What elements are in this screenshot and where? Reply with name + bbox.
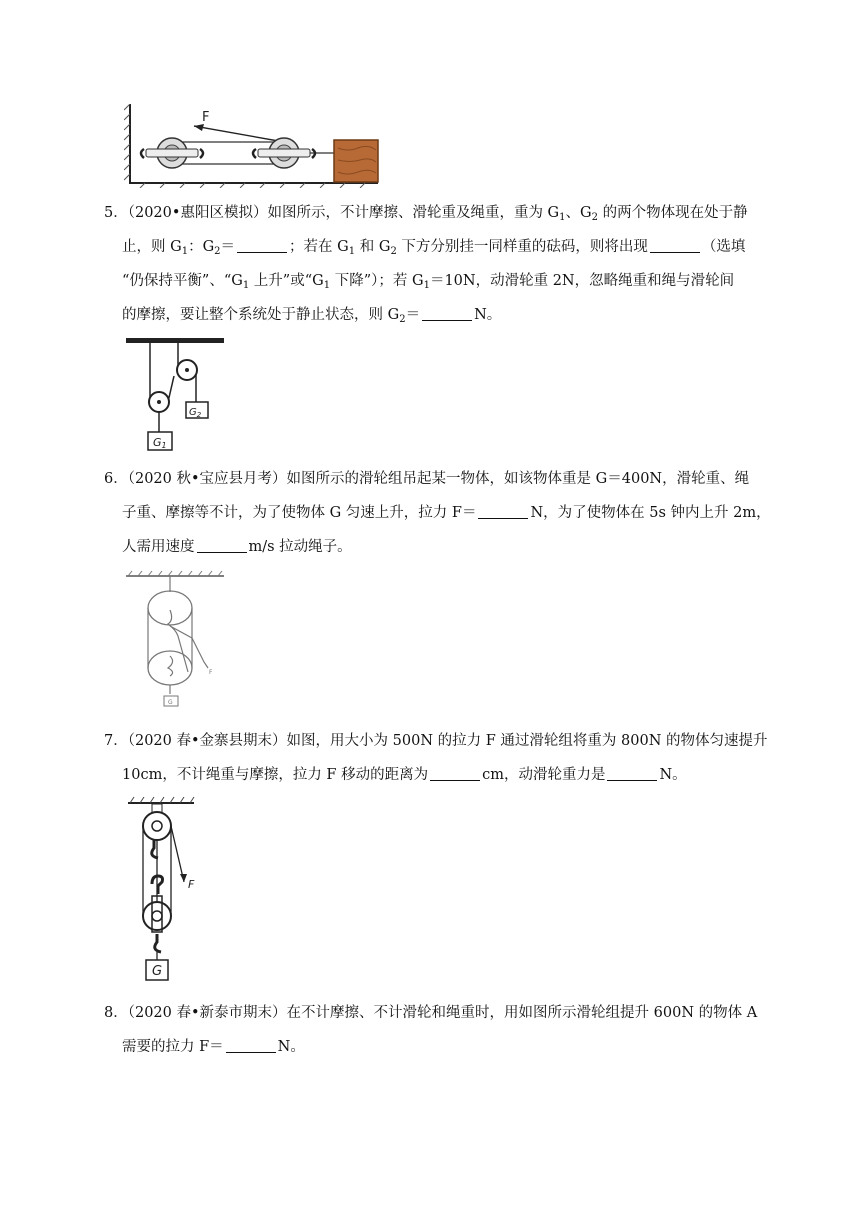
question-number: 5． [104, 205, 128, 221]
question-6: 6．（2020 秋•宝应县月考）如图所示的滑轮组吊起某一物体，如该物体重是 G＝400N，滑轮重、绳 子重、摩擦等不计，为了使物体 G 匀速上升，拉力 F＝ N，为了使物体在 5s 钟内上升 2m， 人需用速度 m/s 拉动绳子。 [104, 471, 771, 555]
answer-blank[interactable] [607, 779, 657, 781]
q5-pulley-figure [124, 336, 228, 458]
question-number: 7． [104, 733, 128, 749]
answer-blank[interactable] [478, 517, 528, 519]
question-7: 7．（2020 春•金寨县期末）如图，用大小为 500N 的拉力 F 通过滑轮组将重为 800N 的物体匀速提升 10cm，不计绳重与摩擦，拉力 F 移动的距离为 cm，动滑轮重力是 N。 [104, 733, 768, 783]
svg-text:F: F [209, 669, 213, 676]
question-8: 8．（2020 春•新泰市期末）在不计摩擦、不计滑轮和绳重时，用如图所示滑轮组提升 600N 的物体 A 需要的拉力 F＝ N。 [104, 1005, 758, 1055]
answer-blank[interactable] [430, 779, 480, 781]
answer-blank[interactable] [422, 319, 472, 321]
top-force-label: F [202, 110, 210, 125]
question-number: 6． [104, 471, 128, 487]
svg-text:G2: $G_2$ [189, 407, 202, 419]
answer-blank[interactable] [650, 251, 700, 253]
answer-blank[interactable] [197, 551, 247, 553]
question-number: 8． [104, 1005, 128, 1021]
svg-text:G: G [168, 699, 173, 706]
q7-pulley-figure [124, 796, 206, 986]
answer-blank[interactable] [237, 251, 287, 253]
question-5: 5．（2020•惠阳区模拟）如图所示，不计摩擦、滑轮重及绳重，重为 $G_1$、$G_2$ 的两个物体现在处于静 止，则 $G_1$：$G_2=$ ；若在 $G_1$ 和 $G_2$ 下方分别挂一同样重的砝码，则将出现 （选填 “仍保持平衡”、“$G_1$ 上升”或“$G_1$ 下降”）；若 $G_1=10N$，动滑轮重 2N，忽略绳重和绳与滑轮间 的摩擦，要让整个系统处于静止状态，则 $G_2= N$。 [104, 205, 748, 325]
svg-text:G1: G1 [153, 436, 167, 450]
svg-text:F: F [188, 878, 195, 891]
svg-text:G: G [152, 964, 163, 979]
q6-pulley-figure [124, 570, 234, 718]
answer-blank[interactable] [226, 1051, 276, 1053]
horizontal-pulley-figure [124, 104, 382, 188]
question-source: （2020•惠阳区模拟） [127, 205, 268, 221]
